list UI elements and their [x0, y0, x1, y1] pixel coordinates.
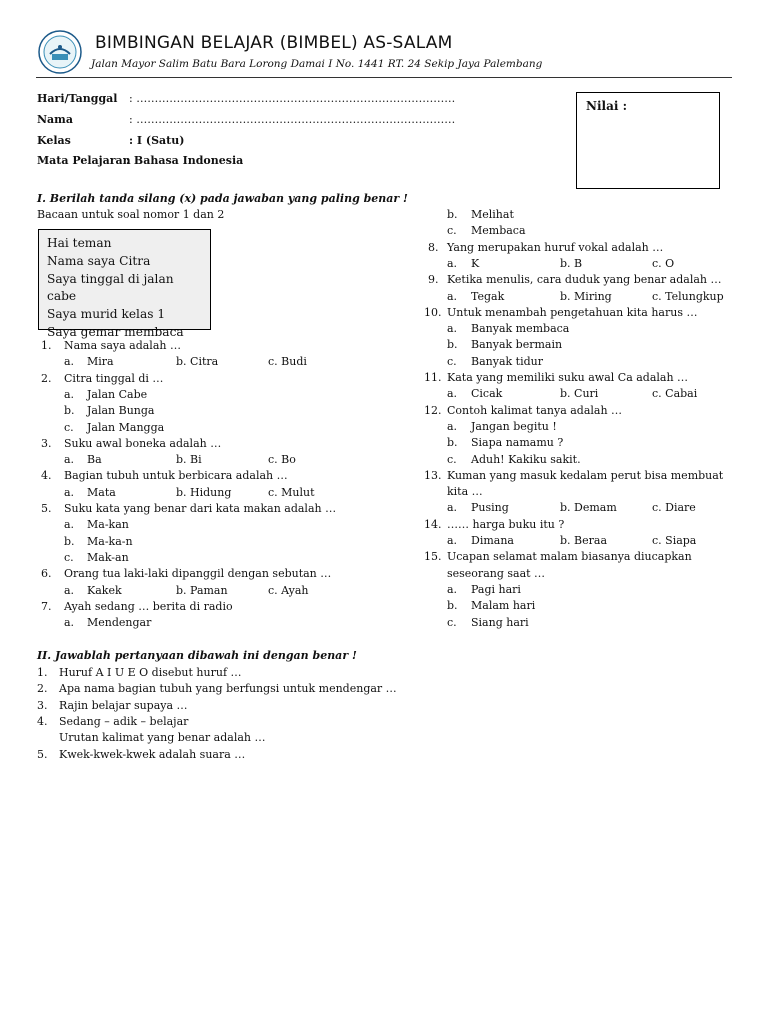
answer-option[interactable]: Ba [87, 453, 102, 467]
identity-label: Mata Pelajaran [37, 154, 131, 168]
answer-option[interactable]: Tegak [471, 289, 505, 303]
answer-option[interactable]: c. Cabai [652, 387, 698, 401]
essay-text: Huruf A I U E O disebut huruf … [59, 666, 242, 679]
question-number: 2. [41, 371, 52, 385]
option-letter: b. [447, 208, 458, 221]
answer-option[interactable]: Melihat [471, 208, 514, 221]
question-number: 1. [41, 339, 52, 352]
option-letter: b. [447, 599, 458, 613]
question-text: Kuman yang masuk kedalam perut bisa membuat [447, 468, 724, 482]
answer-option[interactable]: Jangan begitu ! [471, 419, 557, 433]
score-label: Nilai : [586, 99, 628, 113]
answer-option[interactable]: b. Curi [560, 387, 599, 401]
option-letter: a. [64, 485, 75, 499]
question-number: 13. [424, 468, 442, 482]
option-letter: c. [447, 224, 457, 238]
answer-option[interactable]: Aduh! Kakiku sakit. [471, 452, 581, 466]
question-number: 15. [424, 550, 442, 564]
question-number: 14. [424, 517, 442, 531]
essay-number: 1. [37, 666, 48, 679]
question-number: 8. [428, 240, 439, 254]
answer-option[interactable]: Banyak membaca [471, 322, 570, 336]
option-letter: a. [64, 355, 75, 369]
essay-number: 2. [37, 682, 48, 696]
answer-option[interactable]: Banyak bermain [471, 338, 563, 352]
answer-option[interactable]: c. Siapa [652, 534, 697, 547]
question-number: 11. [424, 371, 442, 384]
section2-title: II. Jawablah pertanyaan dibawah ini dengan benar ! [37, 649, 357, 662]
school-name: BIMBINGAN BELAJAR (BIMBEL) AS-SALAM [95, 33, 453, 53]
answer-option[interactable]: Siang hari [471, 615, 529, 629]
answer-option[interactable]: Ma-ka-n [87, 534, 133, 548]
option-letter: a. [447, 387, 458, 401]
question-number: 4. [41, 469, 52, 483]
answer-option[interactable]: Malam hari [471, 599, 536, 613]
question-number: 7. [41, 599, 52, 613]
answer-option[interactable]: c. O [652, 256, 675, 270]
answer-option[interactable]: b. Paman [176, 583, 228, 597]
question-text: seseorang saat … [447, 566, 546, 580]
option-letter: a. [447, 289, 458, 303]
reading-line: Nama saya Citra [47, 253, 151, 268]
header-divider [36, 77, 732, 78]
answer-option[interactable]: c. Bo [268, 453, 296, 467]
question-text: Suku kata yang benar dari kata makan adalah … [64, 502, 337, 515]
answer-option[interactable]: Mira [87, 355, 114, 369]
essay-text: Kwek-kwek-kwek adalah suara … [59, 747, 246, 761]
answer-option[interactable]: b. Demam [560, 501, 617, 515]
option-letter: a. [447, 582, 458, 596]
identity-label: Hari/Tanggal [37, 92, 118, 105]
essay-number: 5. [37, 747, 48, 761]
essay-number: 4. [37, 714, 48, 728]
answer-option[interactable]: Mak-an [87, 550, 129, 564]
option-letter: a. [64, 387, 75, 401]
answer-option[interactable]: K [471, 256, 480, 270]
option-letter: b. [447, 436, 458, 450]
option-letter: a. [447, 419, 458, 433]
option-letter: a. [64, 518, 75, 532]
section1-title: I. Berilah tanda silang (x) pada jawaban yang paling benar ! [37, 192, 408, 205]
question-text: Ayah sedang … berita di radio [64, 599, 233, 613]
question-text: Kata yang memiliki suku awal Ca adalah … [447, 371, 689, 384]
school-logo [38, 30, 82, 74]
question-text: Bagian tubuh untuk berbicara adalah … [64, 469, 288, 483]
question-text: Citra tinggal di … [64, 371, 164, 385]
answer-option[interactable]: Pusing [471, 501, 509, 515]
answer-option[interactable]: b. Bi [176, 453, 202, 467]
option-letter: c. [64, 420, 74, 434]
answer-option[interactable]: b. Beraa [560, 534, 608, 547]
identity-label: Nama [37, 112, 73, 126]
answer-option[interactable]: Siapa namamu ? [471, 436, 564, 450]
reading-line: Saya tinggal di jalan cabe [47, 271, 174, 304]
question-text: kita … [447, 485, 483, 499]
answer-option[interactable]: c. Ayah [268, 583, 309, 597]
answer-option[interactable]: b. Citra [176, 355, 219, 369]
subject-value: : Bahasa Indonesia [126, 154, 244, 168]
question-text: Ketika menulis, cara duduk yang benar adalah … [447, 273, 722, 287]
answer-option[interactable]: Cicak [471, 387, 503, 401]
essay-number: 3. [37, 698, 48, 712]
question-text: Ucapan selamat malam biasanya diucapkan [447, 550, 692, 564]
reading-intro: Bacaan untuk soal nomor 1 dan 2 [37, 208, 225, 221]
answer-option[interactable]: Jalan Bunga [87, 404, 155, 418]
name-field[interactable]: : …………………………………………………………………………… [129, 112, 456, 126]
option-letter: a. [447, 256, 458, 270]
answer-option[interactable]: Jalan Mangga [87, 420, 165, 434]
question-text: Nama saya adalah … [64, 339, 181, 352]
option-letter: b. [64, 534, 75, 548]
question-text: Suku awal boneka adalah … [64, 436, 222, 450]
question-text: Yang merupakan huruf vokal adalah … [447, 240, 664, 254]
answer-option[interactable]: b. Miring [560, 289, 612, 303]
answer-option[interactable]: Membaca [471, 224, 526, 238]
option-letter: c. [64, 550, 74, 564]
option-letter: b. [64, 404, 75, 418]
question-text: Untuk menambah pengetahuan kita harus … [447, 305, 698, 319]
option-letter: a. [64, 616, 75, 630]
option-letter: c. [447, 615, 457, 629]
answer-option[interactable]: Mendengar [87, 616, 152, 630]
option-letter: b. [447, 338, 458, 352]
school-address: Jalan Mayor Salim Batu Bara Lorong Damai I No. 1441 RT. 24 Sekip Jaya Palembang [91, 58, 543, 70]
reading-line: Saya murid kelas 1 [47, 307, 166, 322]
option-letter: a. [447, 534, 458, 547]
answer-option[interactable]: c. Diare [652, 501, 696, 515]
answer-option[interactable]: b. Hidung [176, 485, 232, 499]
answer-option[interactable]: Ma-kan [87, 518, 129, 532]
identity-label: Kelas [37, 133, 71, 147]
date-field[interactable]: : …………………………………………………………………………… [129, 92, 456, 105]
question-number: 6. [41, 567, 52, 581]
option-letter: a. [447, 501, 458, 515]
answer-option[interactable]: Mata [87, 485, 116, 499]
option-letter: a. [64, 583, 75, 597]
question-number: 10. [424, 305, 442, 319]
essay-text: Apa nama bagian tubuh yang berfungsi untuk mendengar … [59, 682, 397, 696]
reading-line: Saya gemar membaca [47, 324, 184, 339]
answer-option[interactable]: c. Telungkup [652, 289, 724, 303]
option-letter: a. [447, 322, 458, 336]
answer-option[interactable]: Pagi hari [471, 582, 521, 596]
answer-option[interactable]: c. Mulut [268, 485, 315, 499]
question-text: …… harga buku itu ? [447, 517, 565, 531]
option-letter: c. [447, 354, 457, 368]
question-number: 3. [41, 436, 52, 450]
answer-option[interactable]: Jalan Cabe [87, 387, 148, 401]
essay-text: Urutan kalimat yang benar adalah … [59, 731, 266, 745]
score-box[interactable] [576, 92, 720, 189]
essay-text: Sedang – adik – belajar [59, 714, 189, 728]
question-text: Orang tua laki-laki dipanggil dengan sebutan … [64, 567, 332, 581]
reading-passage [38, 229, 211, 339]
option-letter: c. [447, 452, 457, 466]
answer-option[interactable]: Banyak tidur [471, 354, 543, 368]
answer-option[interactable]: b. B [560, 256, 583, 270]
answer-option[interactable]: c. Budi [268, 355, 307, 369]
essay-text: Rajin belajar supaya … [59, 698, 188, 712]
reading-line: Hai teman [47, 236, 112, 250]
question-number: 9. [428, 273, 439, 287]
question-number: 5. [41, 502, 52, 515]
answer-option[interactable]: Kakek [87, 583, 122, 597]
question-number: 12. [424, 403, 442, 417]
question-text: Contoh kalimat tanya adalah … [447, 403, 623, 417]
class-value: : I (Satu) [129, 133, 185, 147]
option-letter: a. [64, 453, 75, 467]
answer-option[interactable]: Dimana [471, 534, 514, 547]
